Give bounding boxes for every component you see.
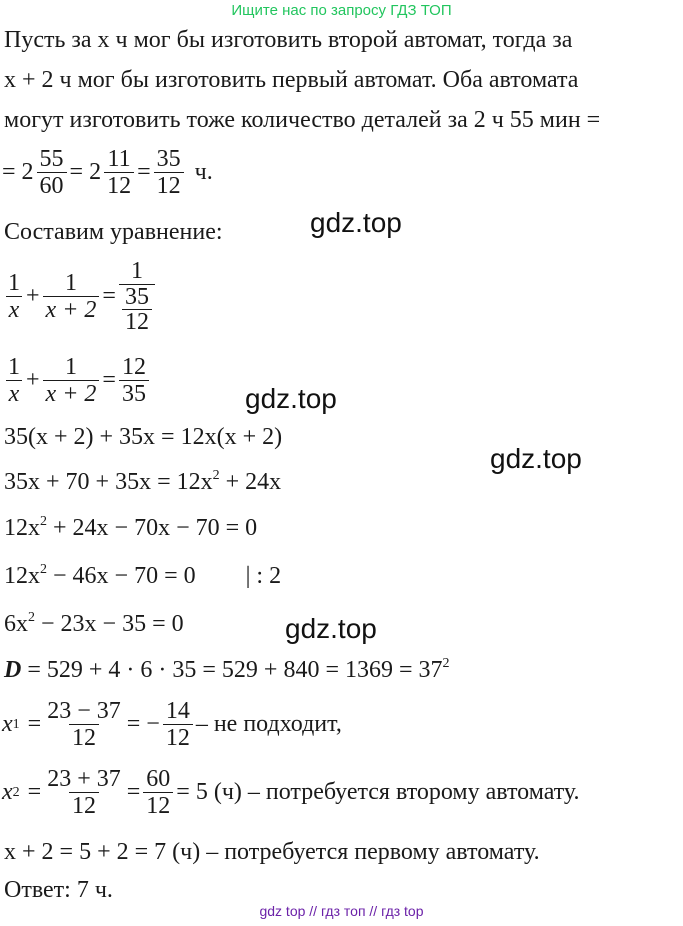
intro-line: Пусть за x ч мог бы изготовить второй автомат, тогда за	[4, 27, 573, 53]
numerator: 1	[130, 258, 143, 284]
exponent: 2	[40, 562, 47, 577]
numerator: 60	[146, 766, 171, 792]
algebra-line	[4, 514, 257, 542]
text: – не подходит,	[195, 711, 342, 737]
compose-label: Составим уравнение:	[4, 219, 223, 245]
fraction	[5, 270, 23, 323]
denominator: x + 2	[43, 380, 100, 407]
operator: =	[27, 711, 42, 737]
variable: x	[2, 779, 13, 805]
operator: =	[27, 779, 42, 805]
denominator: 12	[69, 724, 99, 751]
numerator: 1	[8, 269, 20, 296]
text: 35x + 70 + 35x = 12x	[4, 469, 213, 495]
numerator: 55	[39, 146, 64, 172]
operator: = −	[126, 711, 160, 737]
discriminant-symbol: D	[4, 657, 22, 683]
denominator: 35	[119, 380, 149, 407]
denominator: 12	[69, 792, 99, 819]
fraction	[5, 354, 23, 407]
fraction	[43, 354, 100, 407]
fraction	[143, 766, 173, 819]
numerator: 35	[156, 146, 181, 172]
text: 6x	[4, 611, 28, 637]
text: + 24x	[219, 469, 282, 495]
fraction	[44, 698, 124, 751]
denominator: 12	[143, 792, 173, 819]
variable: x	[2, 711, 13, 737]
text: − 46x − 70 = 0	[47, 563, 196, 589]
operator: =	[102, 282, 116, 309]
numerator: 23 + 37	[47, 766, 121, 792]
fraction	[44, 766, 124, 819]
fraction	[122, 285, 152, 334]
fraction	[154, 146, 184, 199]
denominator: x	[6, 380, 23, 407]
algebra-line	[4, 468, 281, 496]
denominator: 60	[37, 172, 67, 199]
unit: ч.	[194, 159, 213, 185]
text: = 5 (ч) – потребуется второму автомату.	[176, 779, 580, 805]
denominator: 12	[163, 724, 193, 751]
discriminant-line	[4, 656, 450, 684]
answer-line: Ответ: 7 ч.	[4, 877, 113, 903]
numerator: 1	[64, 269, 77, 296]
fraction	[43, 270, 100, 323]
numerator: 23 − 37	[47, 698, 121, 724]
operator: +	[26, 367, 40, 393]
root-x1: x 1 = $\frac{23 - 37}{12}$ = − $\frac{14}{12}$ – не подходит,	[2, 698, 342, 751]
equation-1	[2, 258, 158, 334]
exponent: 2	[212, 468, 220, 483]
watermark: gdz.top	[490, 443, 582, 474]
text: − 23x − 35 = 0	[35, 611, 184, 637]
divide-note: | : 2	[245, 563, 282, 589]
intro-line: могут изготовить тоже количество деталей за 2 ч 55 мин =	[4, 107, 601, 133]
root-x2: x 2 = $\frac{23 + 37}{12}$ = $\frac{60}{12}$ = 5 (ч) – потребуется второму автомату.	[2, 766, 580, 819]
numerator: 11	[107, 146, 131, 172]
text: + 24x − 70x − 70 = 0	[47, 515, 258, 541]
result-line: x + 2 = 5 + 2 = 7 (ч) – потребуется первому автомату.	[4, 839, 540, 865]
exponent: 2	[28, 610, 35, 625]
denominator: 12	[154, 172, 184, 199]
operator: =	[102, 367, 116, 393]
fraction	[104, 146, 134, 199]
operator: =	[126, 779, 141, 805]
watermark: gdz.top	[310, 207, 402, 238]
denominator: 12	[104, 172, 134, 199]
watermark: gdz.top	[245, 383, 337, 414]
denominator: x	[6, 296, 23, 323]
footer-links: gdz top // гдз топ // гдз top	[259, 903, 424, 919]
search-hint-banner: Ищите нас по запросу ГДЗ ТОП	[231, 2, 452, 19]
text: =	[137, 159, 151, 185]
fraction	[163, 698, 193, 751]
text: = 2	[2, 159, 34, 185]
intro-line: x + 2 ч мог бы изготовить первый автомат. Оба автомата	[4, 67, 579, 93]
algebra-line	[4, 610, 184, 638]
equation-2	[2, 354, 152, 407]
text: 12x	[4, 563, 40, 589]
numerator: 35	[124, 284, 149, 310]
fraction	[119, 354, 149, 407]
text: = 2	[69, 159, 102, 185]
numerator: 1	[8, 354, 20, 380]
watermark: gdz.top	[285, 613, 377, 644]
algebra-line: 35(x + 2) + 35x = 12x(x + 2)	[4, 424, 283, 450]
numerator: 12	[121, 354, 146, 380]
nested-fraction	[119, 258, 155, 334]
denominator	[119, 284, 155, 334]
text: = 529 + 4 · 6 · 35 = 529 + 840 = 1369 = 37	[21, 657, 443, 683]
exponent: 2	[40, 514, 47, 529]
time-conversion	[2, 146, 213, 199]
text: 12x	[4, 515, 40, 541]
fraction	[37, 146, 67, 199]
operator: +	[26, 282, 40, 309]
denominator: 12	[122, 309, 152, 334]
exponent: 2	[442, 656, 450, 671]
numerator: 1	[64, 354, 77, 380]
algebra-line	[4, 562, 281, 590]
denominator: x + 2	[43, 296, 100, 323]
numerator: 14	[165, 698, 190, 724]
